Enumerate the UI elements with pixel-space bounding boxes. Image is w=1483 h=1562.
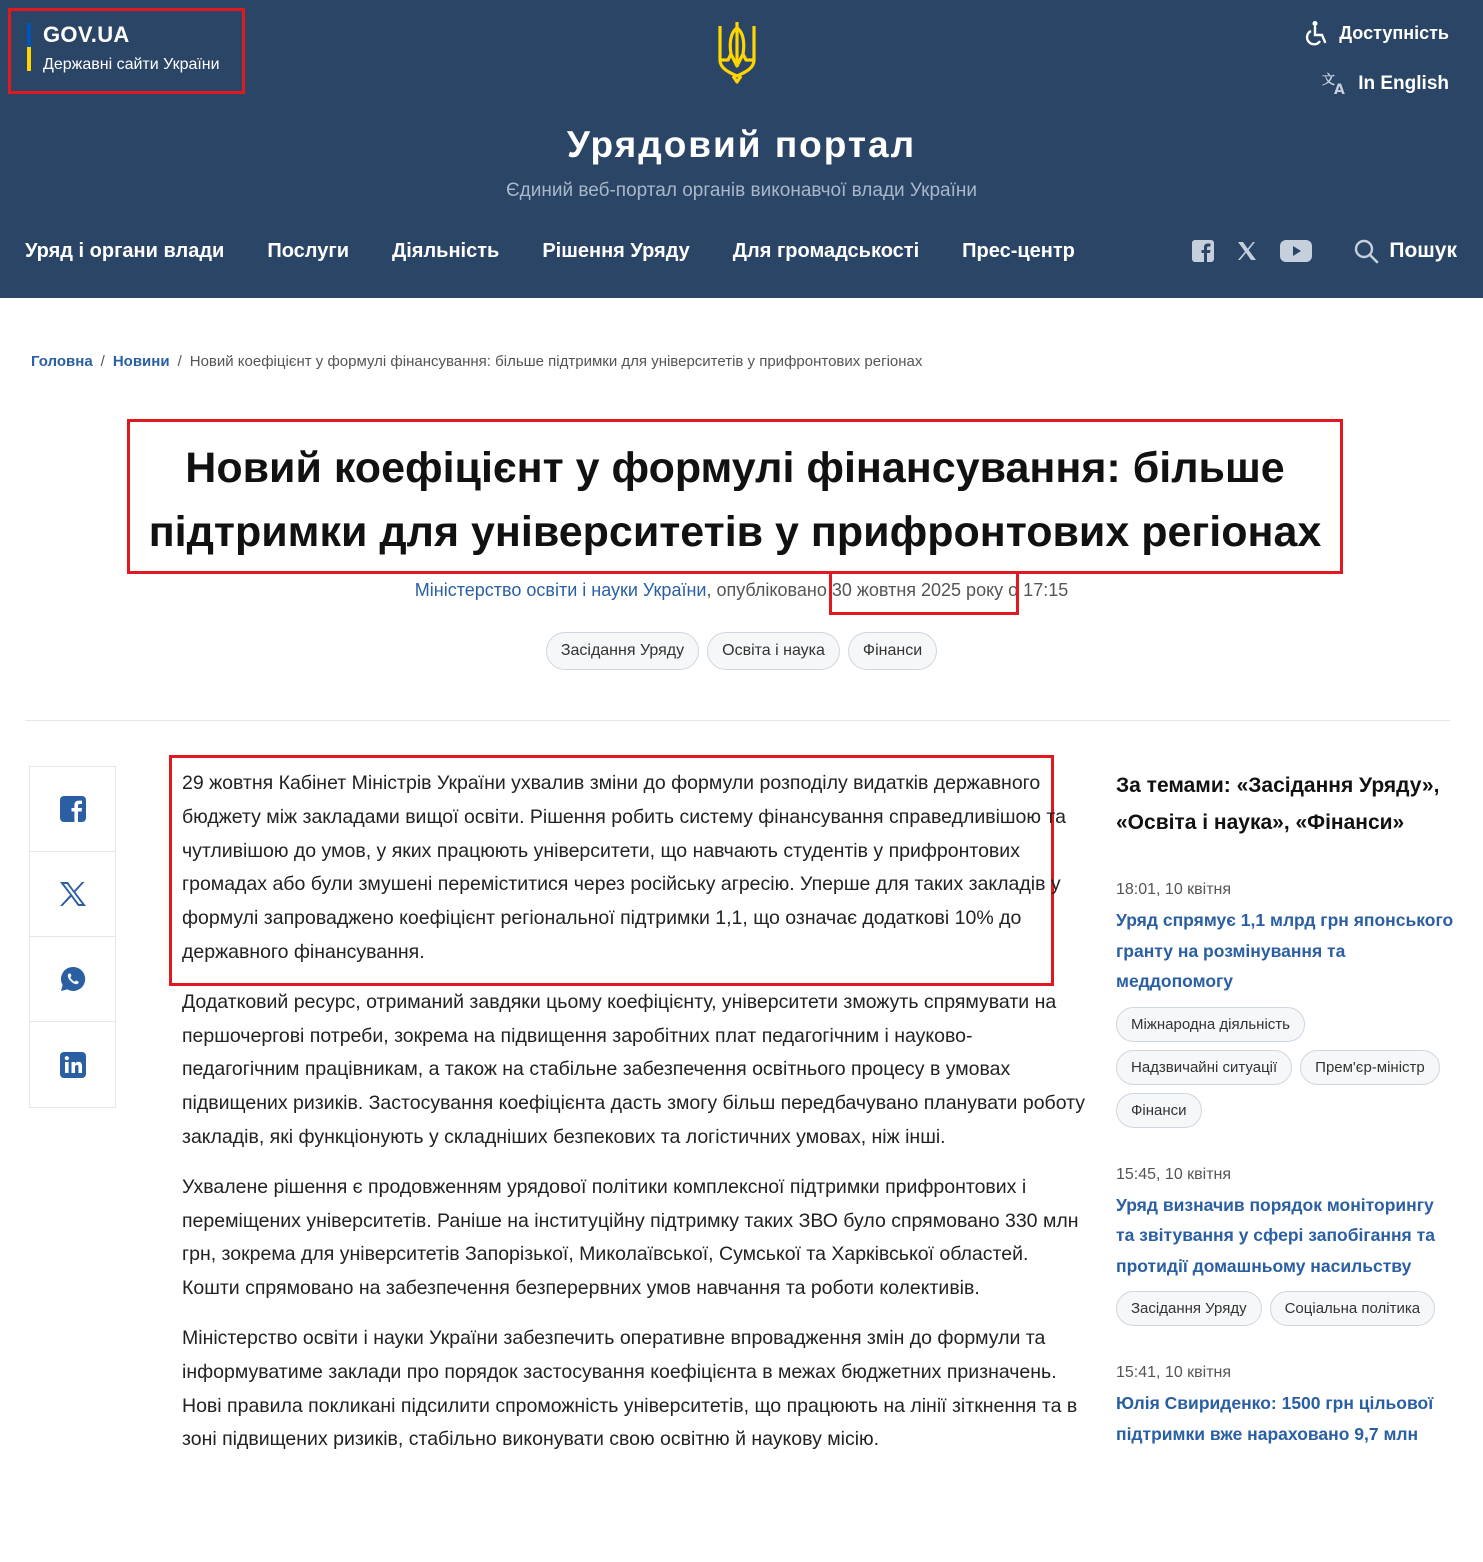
- facebook-icon[interactable]: [1192, 240, 1214, 262]
- site-header: [0, 0, 1483, 298]
- news-title-link[interactable]: Уряд спрямує 1,1 млрд грн японського гранту на розмінування та меддопомогу: [1116, 910, 1454, 991]
- article-meta: [0, 580, 1483, 601]
- main-nav: [25, 240, 1118, 263]
- news-tag[interactable]: Соціальна політика: [1270, 1291, 1436, 1326]
- news-tag[interactable]: Фінанси: [1116, 1093, 1202, 1128]
- tag-education[interactable]: Освіта і наука: [707, 632, 840, 670]
- tag-government-meeting[interactable]: Засідання Уряду: [546, 632, 699, 670]
- page-title: [132, 436, 1338, 564]
- svg-text:A: A: [1334, 82, 1346, 96]
- language-switch[interactable]: [1322, 72, 1449, 96]
- youtube-icon[interactable]: [1280, 240, 1312, 262]
- whatsapp-icon: [60, 966, 86, 992]
- news-tags: [1116, 1291, 1456, 1326]
- share-whatsapp-button[interactable]: [30, 937, 115, 1022]
- translate-icon: [1322, 72, 1348, 96]
- search-button[interactable]: [1353, 238, 1457, 264]
- language-label: In English: [1358, 73, 1449, 94]
- search-label: Пошук: [1389, 239, 1457, 262]
- search-icon: [1353, 238, 1379, 264]
- article-paragraph: Ухвалене рішення є продовженням урядової політики комплексної підтримки прифронтових і переміщених університетів. Раніше на інституційну підтримку таких ЗВО було спрямовано 330 млн грн, зокрема для університетів Запорізької, Миколаївської, Сумської та Харківської областей. Кошти спрямовано на забезпечення безперервних умов навчання та роботи колективів.: [182, 1175, 1079, 1300]
- article-tags: [0, 632, 1483, 670]
- date-highlight: [829, 571, 1019, 615]
- article-paragraph: Додатковий ресурс, отриманий завдяки цьому коефіцієнту, університети зможуть спрямувати на першочергові потреби, зокрема на підвищення заробітних плат педагогічним і науково-педагогічним працівникам, а також на стабільне забезпечення освітнього процесу в умовах підвищених ризиків. Застосування коефіцієнта дасть змогу більш передбачувано планувати роботу закладів, які функціонують у складніших безпекових та логістичних умовах, ніж інші.: [182, 990, 1086, 1148]
- linkedin-icon: [60, 1052, 86, 1078]
- nav-item-activity[interactable]: Діяльність: [391, 240, 500, 262]
- published-prefix: , опубліковано: [706, 580, 832, 600]
- news-tag[interactable]: Надзвичайні ситуації: [1116, 1050, 1292, 1085]
- accessibility-label: Доступність: [1339, 22, 1449, 43]
- x-icon: [59, 881, 87, 907]
- nav-item-decisions[interactable]: Рішення Уряду: [542, 240, 690, 262]
- breadcrumb-current: Новий коефіцієнт у формулі фінансування: більше підтримки для університетів у прифронтових регіонах: [189, 353, 923, 370]
- nav-item-public[interactable]: Для громадськості: [732, 240, 920, 262]
- related-heading: За темами: «Засідання Уряду», «Освіта і наука», «Фінанси»: [1116, 774, 1440, 834]
- news-item: [1116, 881, 1456, 1128]
- portal-subtitle: Єдиний веб-портал органів виконавчої влади України: [506, 180, 977, 201]
- source-link[interactable]: Міністерство освіти і науки України: [414, 580, 707, 600]
- news-time: 15:45, 10 квітня: [1116, 1165, 1232, 1183]
- share-linkedin-button[interactable]: [30, 1022, 115, 1107]
- divider: [25, 720, 1450, 721]
- facebook-icon: [60, 796, 86, 822]
- breadcrumb-home[interactable]: Головна: [31, 353, 93, 370]
- article-paragraph: 29 жовтня Кабінет Міністрів України ухвалив зміни до формули розподілу видатків державного бюджету між закладами вищої освіти. Рішення робить систему фінансування справедливішою та чутливішою до умов, у яких працюють університети, що навчають студентів у прифронтових громадах або були змушені переміститися через російську агресію. Уперше для таких закладів у формулі запроваджено коефіцієнт регіональної підтримки 1,1, що означає додаткові 10% до державного фінансування.: [182, 772, 1066, 963]
- news-tag[interactable]: Засідання Уряду: [1116, 1291, 1262, 1326]
- news-item: [1116, 1166, 1456, 1327]
- x-icon[interactable]: [1236, 240, 1258, 262]
- title-line-2: підтримки для університетів у прифронтових регіонах: [148, 508, 1322, 556]
- published-date: 30 жовтня 2025 року: [831, 580, 1004, 600]
- wheelchair-icon: [1305, 20, 1329, 46]
- govua-link[interactable]: [8, 8, 245, 94]
- tag-finance[interactable]: Фінанси: [848, 632, 937, 670]
- article-paragraph: Міністерство освіти і науки України забезпечить оперативне впровадження змін до формули та інформуватиме заклади про порядок застосування коефіцієнта в межах бюджетних призначень. Нові правила покликані підсилити спроможність університетів, що працюють на лінії зіткнення та в зоні підвищених ризиків, стабільно виконувати свою освітню й наукову місію.: [182, 1326, 1078, 1451]
- nav-item-services[interactable]: Послуги: [267, 240, 349, 262]
- breadcrumb-news[interactable]: Новини: [112, 353, 170, 370]
- nav-item-government[interactable]: Уряд і органи влади: [25, 240, 225, 262]
- news-item: [1116, 1364, 1456, 1449]
- share-facebook-button[interactable]: [30, 767, 115, 852]
- breadcrumb: [31, 353, 922, 370]
- govua-subtitle: Державні сайти України: [43, 56, 220, 73]
- news-time: 18:01, 10 квітня: [1116, 881, 1232, 898]
- title-line-1: Новий коефіцієнт у формулі фінансування: більше: [185, 444, 1285, 492]
- news-title-link[interactable]: Уряд визначив порядок моніторингу та звітування у сфері запобігання та протидії домашньому насильству: [1116, 1194, 1435, 1276]
- breadcrumb-separator: /: [100, 353, 105, 370]
- share-panel: [29, 766, 116, 1108]
- social-links: [1192, 240, 1312, 262]
- news-tag[interactable]: Прем'єр-міністр: [1300, 1050, 1440, 1085]
- govua-title: GOV.UA: [43, 22, 130, 47]
- related-news-sidebar: [1116, 767, 1456, 1487]
- article-body: [182, 767, 1087, 1473]
- share-x-button[interactable]: [30, 852, 115, 937]
- published-time: о 17:15: [1003, 580, 1069, 600]
- news-tag[interactable]: Міжнародна діяльність: [1116, 1007, 1305, 1042]
- ukraine-flag-icon: [27, 23, 31, 71]
- news-time: 15:41, 10 квітня: [1116, 1364, 1232, 1381]
- portal-title[interactable]: Урядовий портал: [566, 124, 917, 165]
- breadcrumb-separator: /: [177, 353, 182, 370]
- nav-item-press[interactable]: Прес-центр: [962, 240, 1075, 262]
- svg-text:文: 文: [1322, 73, 1336, 88]
- news-title-link[interactable]: Юлія Свириденко: 1500 грн цільової підтримки вже нараховано 9,7 млн: [1116, 1393, 1434, 1444]
- trident-icon[interactable]: [716, 20, 758, 84]
- news-tags: [1116, 1007, 1456, 1128]
- accessibility-button[interactable]: [1305, 20, 1449, 46]
